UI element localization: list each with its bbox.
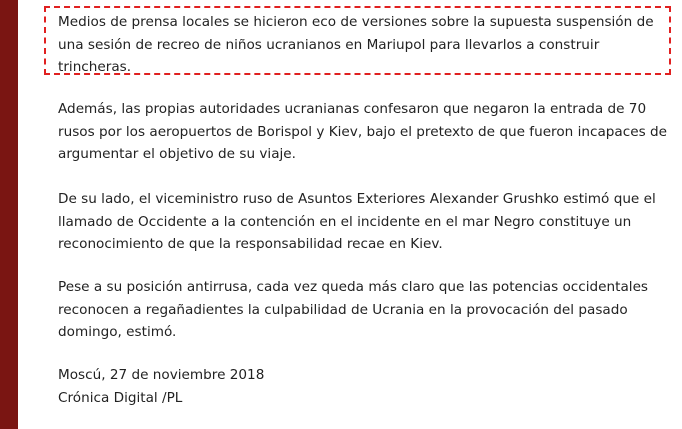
text-line: una sesión de recreo de niños ucranianos en Mariupol para llevarlos a construir <box>58 36 600 53</box>
paragraph-entry-denied <box>58 98 667 166</box>
paragraph-western-powers <box>58 276 658 344</box>
text-line: Además, las propias autoridades ucranianas confesaron que negaron la entrada de 70 <box>58 101 647 117</box>
text-line: llamado de Occidente a la contención en el incidente en el mar Negro constituye un <box>58 213 632 230</box>
article-footer <box>58 364 658 409</box>
dateline: Moscú, 27 de noviembre 2018 <box>58 367 265 383</box>
text-line: domingo, estimó. <box>58 324 177 341</box>
text-line: rusos por los aeropuertos de Borispol y Kiev, bajo el pretexto de que fueron incapaces de <box>58 123 667 140</box>
text-line: De su lado, el viceministro ruso de Asuntos Exteriores Alexander Grushko estimó que el <box>58 191 656 207</box>
highlighted-paragraph <box>58 11 658 79</box>
text-line: argumentar el objetivo de su viaje. <box>58 146 296 163</box>
left-accent-bar <box>0 0 18 429</box>
text-line: trincheras. <box>58 59 132 76</box>
text-line: Medios de prensa locales se hicieron eco de versiones sobre la supuesta suspensión de <box>58 14 654 30</box>
text-line: reconocen a regañadientes la culpabilidad de Ucrania en la provocación del pasado <box>58 301 628 318</box>
source-credit: Crónica Digital /PL <box>58 389 183 406</box>
text-line: reconocimiento de que la responsabilidad recae en Kiev. <box>58 236 443 253</box>
text-line: Pese a su posición antirrusa, cada vez queda más claro que las potencias occidentales <box>58 279 649 295</box>
paragraph-grushko <box>58 188 658 256</box>
